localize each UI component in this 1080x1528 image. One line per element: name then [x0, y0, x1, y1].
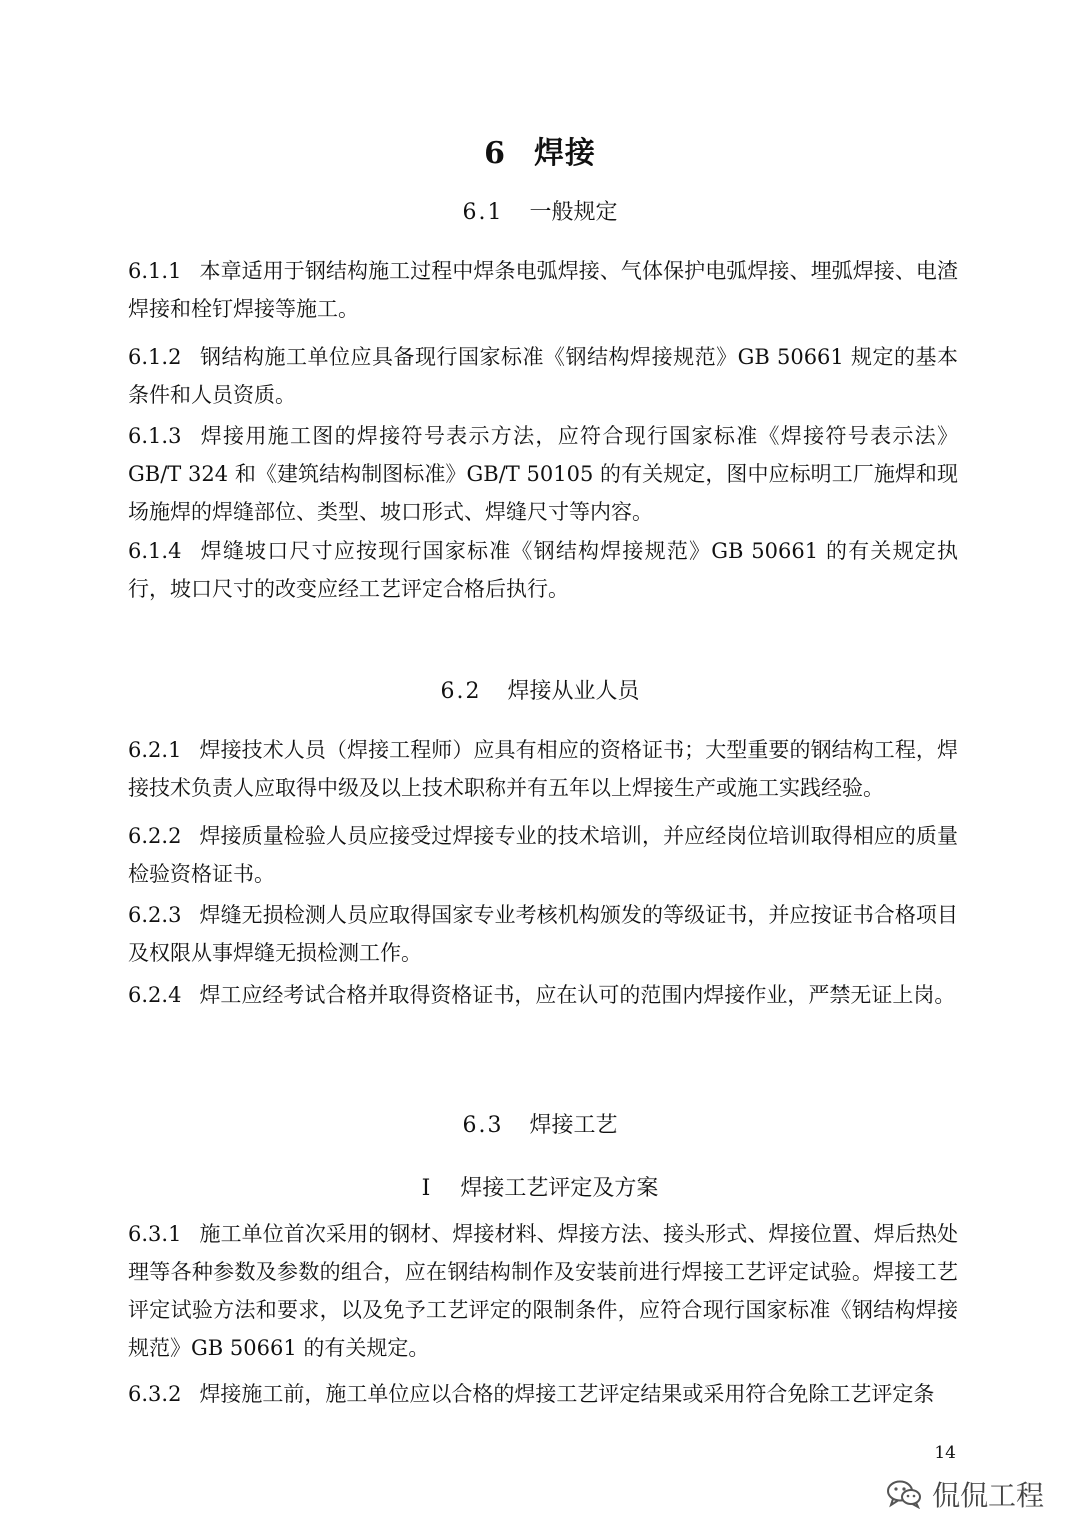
- chapter-title: [0, 128, 1080, 172]
- clause-text: 焊接用施工图的焊接符号表示方法，应符合现行国家标准《焊接符号表示法》GB/T 324 和《建筑结构制图标准》GB/T 50105 的有关规定，图中应标明工厂施焊和现场施焊的焊缝部位、类型、坡口形式、焊缝尺寸等内容。: [128, 424, 958, 524]
- clause-text: 焊接技术人员（焊接工程师）应具有相应的资格证书；大型重要的钢结构工程，焊接技术负责人应取得中级及以上技术职称并有五年以上焊接生产或施工实践经验。: [128, 738, 958, 800]
- clause-text: 焊工应经考试合格并取得资格证书，应在认可的范围内焊接作业，严禁无证上岗。: [199, 983, 956, 1007]
- clause-number: 6.1.1: [128, 259, 182, 283]
- clause-text: 焊接质量检验人员应接受过焊接专业的技术培训，并应经岗位培训取得相应的质量检验资格证书。: [128, 824, 958, 886]
- clause-text: 钢结构施工单位应具备现行国家标准《钢结构焊接规范》GB 50661 规定的基本条件和人员资质。: [128, 345, 958, 407]
- clause-number: 6.1.2: [128, 345, 182, 369]
- watermark-text: 侃侃工程: [931, 1479, 1044, 1512]
- clause-number: 6.2.3: [128, 903, 182, 927]
- section-number: 6.2: [440, 679, 482, 704]
- subsection-title: [0, 1171, 1080, 1202]
- clause-number: 6.1.3: [128, 424, 182, 448]
- subsection-number: Ⅰ: [421, 1176, 431, 1201]
- clause-6-3-2: [128, 1375, 958, 1413]
- clause-6-1-1: [128, 252, 958, 328]
- clause-number: 6.3.2: [128, 1382, 182, 1406]
- section-title-6-2: [0, 674, 1080, 705]
- clause-6-1-4: [128, 532, 958, 608]
- clause-6-1-2: [128, 338, 958, 414]
- section-title-text: 一般规定: [529, 200, 618, 225]
- clause-number: 6.1.4: [128, 539, 182, 563]
- clause-number: 6.2.4: [128, 983, 182, 1007]
- clause-6-2-3: [128, 896, 958, 972]
- section-number: 6.3: [462, 1113, 504, 1138]
- section-title-6-3: [0, 1108, 1080, 1139]
- clause-6-2-4: [128, 976, 958, 1014]
- clause-text: 本章适用于钢结构施工过程中焊条电弧焊接、气体保护电弧焊接、埋弧焊接、电渣焊接和栓钉焊接等施工。: [128, 259, 958, 321]
- clause-6-2-1: [128, 731, 958, 807]
- chapter-title-text: 焊接: [533, 136, 596, 171]
- clause-number: 6.2.1: [128, 738, 182, 762]
- section-title-6-1: [0, 195, 1080, 226]
- clause-6-2-2: [128, 817, 958, 893]
- chapter-number: 6: [484, 136, 506, 171]
- watermark: [886, 1474, 1044, 1514]
- clause-text: 施工单位首次采用的钢材、焊接材料、焊接方法、接头形式、焊接位置、焊后热处理等各种参数及参数的组合，应在钢结构制作及安装前进行焊接工艺评定试验。焊接工艺评定试验方法和要求，以及免予工艺评定的限制条件，应符合现行国家标准《钢结构焊接规范》GB 50661 的有关规定。: [128, 1222, 958, 1360]
- section-title-text: 焊接工艺: [529, 1113, 618, 1138]
- clause-6-3-1: [128, 1215, 958, 1367]
- clause-number: 6.2.2: [128, 824, 182, 848]
- clause-text: 焊接施工前，施工单位应以合格的焊接工艺评定结果或采用符合免除工艺评定条: [199, 1382, 935, 1406]
- wechat-icon: [886, 1479, 922, 1509]
- section-title-text: 焊接从业人员: [507, 679, 640, 704]
- page-number: 14: [934, 1443, 956, 1463]
- clause-number: 6.3.1: [128, 1222, 182, 1246]
- subsection-title-text: 焊接工艺评定及方案: [460, 1176, 659, 1201]
- clause-text: 焊缝无损检测人员应取得国家专业考核机构颁发的等级证书，并应按证书合格项目及权限从事焊缝无损检测工作。: [128, 903, 958, 965]
- section-number: 6.1: [462, 200, 504, 225]
- clause-text: 焊缝坡口尺寸应按现行国家标准《钢结构焊接规范》GB 50661 的有关规定执行，坡口尺寸的改变应经工艺评定合格后执行。: [128, 539, 958, 601]
- clause-6-1-3: [128, 417, 958, 531]
